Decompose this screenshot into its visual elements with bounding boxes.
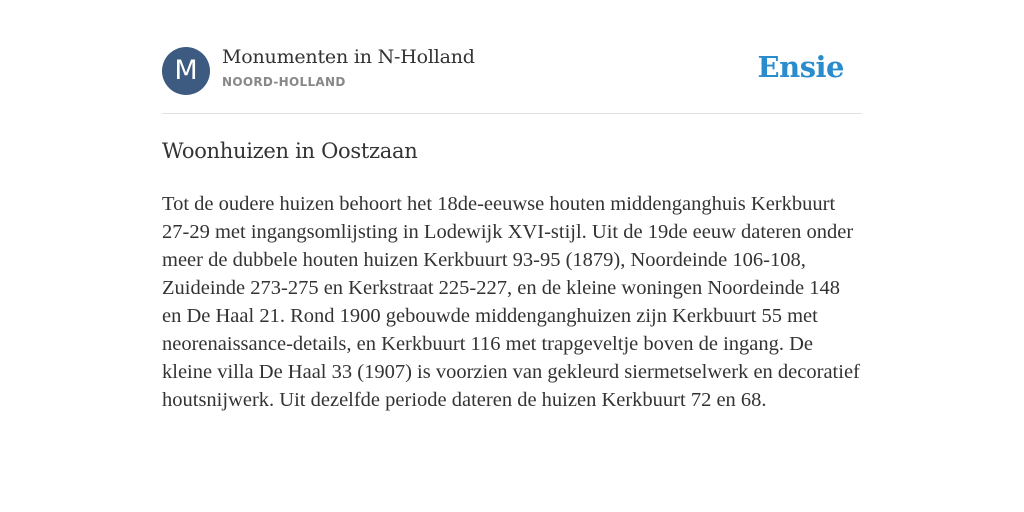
site-subtitle: NOORD-HOLLAND <box>222 75 346 89</box>
article-body: Tot de oudere huizen behoort het 18de-eeuwse houten middenganghuis Kerkbuurt 27-29 met ingangsomlijsting in Lodewijk XVI-stijl. Uit de 19de eeuw dateren onder meer de dubbele houten huizen Kerkbuurt 93-95 (1879), Noordeinde 106-108, Zuideinde 273-275 en Kerkstraat 225-227, en de kleine woningen Noordeinde 148 en De Haal 21. Rond 1900 gebouwde middenganghuizen zijn Kerkbuurt 55 met neorenaissance-details, en Kerkbuurt 116 met trapgeveltje boven de ingang. De kleine villa De Haal 33 (1907) is voorzien van gekleurd siermetselwerk en decoratief houtsnijwerk. Uit dezelfde periode dateren de huizen Kerkbuurt 72 en 68. <box>162 193 860 411</box>
divider <box>162 113 862 114</box>
site-title-link[interactable]: Monumenten in N-Holland <box>222 46 475 68</box>
avatar[interactable]: M <box>162 47 210 95</box>
article-title: Woonhuizen in Oostzaan <box>162 139 418 163</box>
brand-logo[interactable]: Ensie <box>757 50 844 84</box>
entry-card <box>162 0 862 512</box>
card-header <box>162 46 862 96</box>
